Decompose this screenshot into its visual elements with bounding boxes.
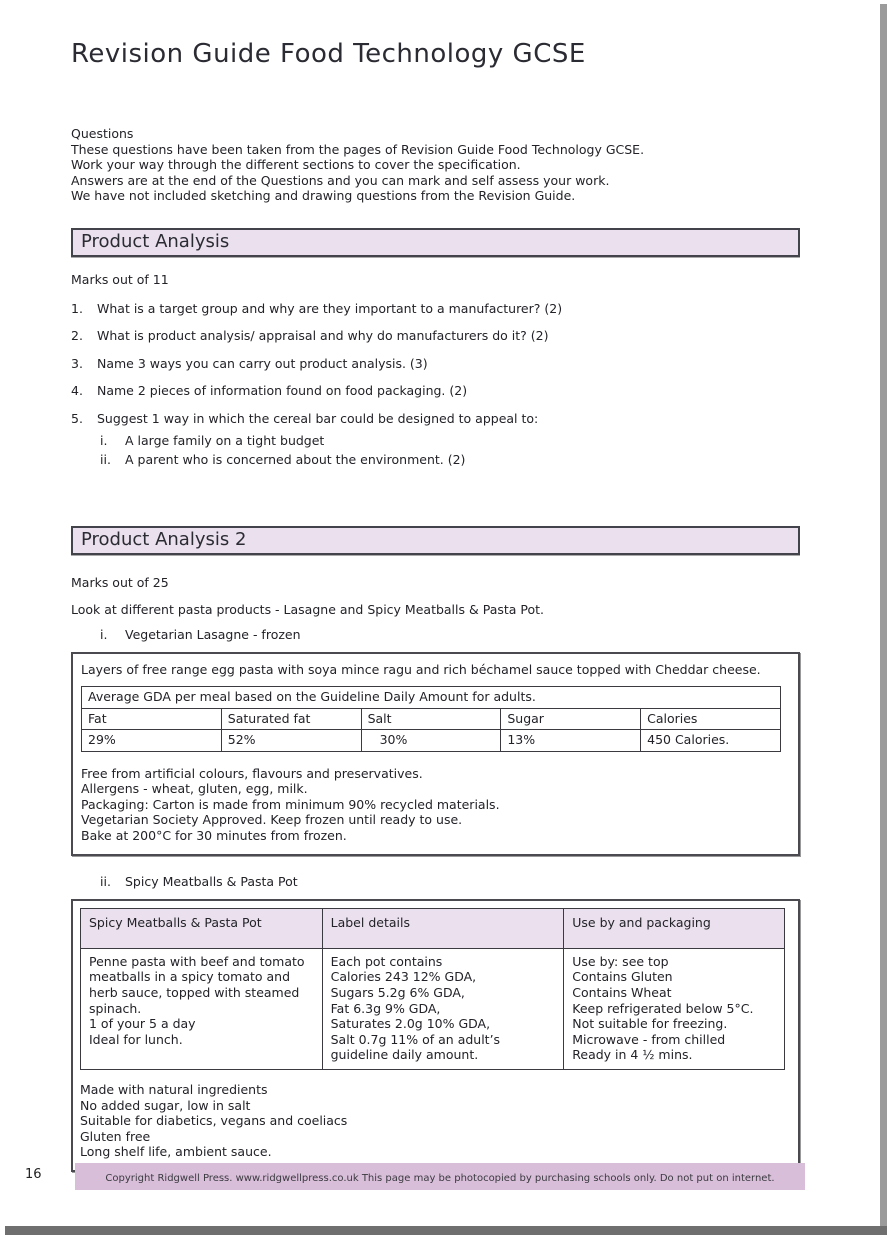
- item-number: ii.: [100, 873, 111, 889]
- question-text: What is a target group and why are they important to a manufacturer? (2): [97, 300, 563, 316]
- cell-line: Fat 6.3g 9% GDA,: [330, 1000, 441, 1016]
- gda-value-salt: 30%: [361, 730, 501, 752]
- meatballs-body-row: [81, 948, 785, 1069]
- cell-line: Calories 243 12% GDA,: [330, 969, 477, 985]
- cell-line: Keep refrigerated below 5°C.: [572, 1000, 754, 1016]
- note-line: Long shelf life, ambient sauce.: [80, 1144, 272, 1160]
- note-line: Free from artificial colours, flavours and preservatives.: [81, 765, 423, 781]
- section-intro-line: Look at different pasta products - Lasagne and Spicy Meatballs & Pasta Pot.: [71, 602, 545, 618]
- meatballs-header-product: Spicy Meatballs & Pasta Pot: [81, 909, 323, 949]
- cell-line: Microwave - from chilled: [572, 1031, 726, 1047]
- gda-caption-row: [82, 687, 781, 709]
- product-item-label: [100, 874, 800, 890]
- intro-line: Work your way through the different sections to cover the specification.: [71, 157, 521, 173]
- question-item: [71, 383, 800, 399]
- meatballs-notes: [80, 1082, 789, 1160]
- meatballs-label-details-cell: [322, 948, 564, 1069]
- intro-block: [71, 126, 800, 204]
- sub-question-text: A parent who is concerned about the environment. (2): [125, 452, 466, 468]
- copyright-bar: [75, 1163, 805, 1190]
- marks-line: Marks out of 11: [71, 271, 169, 287]
- question-item: [71, 301, 800, 317]
- gda-table: [81, 686, 781, 752]
- cell-line: Contains Gluten: [572, 969, 673, 985]
- intro-line: Answers are at the end of the Questions and you can mark and self assess your work.: [71, 172, 610, 188]
- gda-header-row: [82, 708, 781, 730]
- question-text: What is product analysis/ appraisal and why do manufacturers do it? (2): [97, 328, 549, 344]
- note-line: Gluten free: [80, 1128, 151, 1144]
- note-line: No added sugar, low in salt: [80, 1097, 251, 1113]
- item-text: Vegetarian Lasagne - frozen: [125, 626, 301, 642]
- gda-value-saturated-fat: 52%: [221, 730, 361, 752]
- note-line: Packaging: Carton is made from minimum 90% recycled materials.: [81, 796, 500, 812]
- marks-line: Marks out of 25: [71, 574, 169, 590]
- page-number: 16: [25, 1167, 42, 1182]
- question-number: 5.: [71, 410, 83, 426]
- intro-line: These questions have been taken from the pages of Revision Guide Food Technology GCSE.: [71, 141, 645, 157]
- note-line: Bake at 200°C for 30 minutes from frozen.: [81, 827, 347, 843]
- question-text: Name 3 ways you can carry out product analysis. (3): [97, 355, 428, 371]
- gda-caption: Average GDA per meal based on the Guideline Daily Amount for adults.: [82, 687, 781, 709]
- question-text: Name 2 pieces of information found on food packaging. (2): [97, 383, 468, 399]
- question-number: 2.: [71, 328, 83, 344]
- section-header-product-analysis: [71, 228, 800, 257]
- page-edge-shadow-right: [880, 4, 887, 1235]
- gda-value-sugar: 13%: [501, 730, 641, 752]
- note-line: Vegetarian Society Approved. Keep frozen until ready to use.: [81, 812, 463, 828]
- gda-header-calories: Calories: [641, 708, 781, 730]
- cell-line: Salt 0.7g 11% of an adult’s guideline daily amount.: [330, 1031, 501, 1063]
- sub-question-text: A large family on a tight budget: [125, 432, 325, 448]
- meatballs-use-by-cell: [564, 948, 785, 1069]
- copyright-text: Copyright Ridgwell Press. www.ridgwellpress.co.uk This page may be photocopied by purchasing schools only. Do not put on internet.: [105, 1173, 775, 1184]
- gda-value-fat: 29%: [82, 730, 222, 752]
- lasagne-info-box: [71, 652, 800, 856]
- lasagne-notes: [81, 766, 788, 844]
- sub-question-number: ii.: [100, 452, 111, 468]
- gda-header-sugar: Sugar: [501, 708, 641, 730]
- gda-value-row: [82, 730, 781, 752]
- question-list: [71, 301, 800, 468]
- question-number: 1.: [71, 300, 83, 316]
- section-title: Product Analysis 2: [81, 528, 247, 550]
- page-footer: [0, 1163, 887, 1191]
- sub-question-item: [100, 433, 800, 449]
- meatballs-header-use-by: Use by and packaging: [564, 909, 785, 949]
- cell-line: Ideal for lunch.: [89, 1031, 183, 1047]
- question-text: Suggest 1 way in which the cereal bar could be designed to appeal to:: [97, 410, 539, 426]
- gda-header-fat: Fat: [82, 708, 222, 730]
- section-title: Product Analysis: [81, 230, 230, 252]
- meatballs-info-box: [71, 899, 800, 1172]
- question-number: 3.: [71, 355, 83, 371]
- item-number: i.: [100, 626, 108, 642]
- gda-header-saturated-fat: Saturated fat: [221, 708, 361, 730]
- gda-header-salt: Salt: [361, 708, 501, 730]
- question-item: [71, 356, 800, 372]
- question-number: 4.: [71, 383, 83, 399]
- intro-line: We have not included sketching and drawing questions from the Revision Guide.: [71, 188, 576, 204]
- cell-line: Use by: see top: [572, 953, 669, 969]
- product-item-label: [100, 627, 800, 643]
- section-header-product-analysis-2: [71, 526, 800, 555]
- item-text: Spicy Meatballs & Pasta Pot: [125, 873, 298, 889]
- sub-question-number: i.: [100, 432, 108, 448]
- note-line: Allergens - wheat, gluten, egg, milk.: [81, 781, 308, 797]
- meatballs-table: [80, 908, 785, 1070]
- cell-line: 1 of your 5 a day: [89, 1016, 196, 1032]
- meatballs-header-label-details: Label details: [322, 909, 564, 949]
- sub-question-item: [100, 452, 800, 468]
- sub-question-list: [100, 433, 800, 468]
- question-item: [71, 328, 800, 344]
- meatballs-header-row: [81, 909, 785, 949]
- cell-line: Saturates 2.0g 10% GDA,: [330, 1016, 491, 1032]
- cell-line: Not suitable for freezing.: [572, 1016, 728, 1032]
- question-item: [71, 411, 800, 427]
- note-line: Suitable for diabetics, vegans and coeliacs: [80, 1113, 348, 1129]
- intro-heading: Questions: [71, 126, 134, 141]
- meatballs-description-cell: [81, 948, 323, 1069]
- cell-line: Ready in 4 ½ mins.: [572, 1047, 693, 1063]
- gda-value-calories: 450 Calories.: [641, 730, 781, 752]
- cell-line: Each pot contains: [330, 953, 443, 969]
- cell-line: Contains Wheat: [572, 984, 672, 1000]
- note-line: Made with natural ingredients: [80, 1081, 268, 1097]
- page-title: Revision Guide Food Technology GCSE: [71, 39, 586, 69]
- page-edge-shadow-bottom: [5, 1226, 887, 1235]
- cell-line: Penne pasta with beef and tomato meatballs in a spicy tomato and herb sauce, topped with steamed spinach.: [89, 953, 305, 1016]
- cell-line: Sugars 5.2g 6% GDA,: [330, 984, 465, 1000]
- lasagne-description: Layers of free range egg pasta with soya mince ragu and rich béchamel sauce topped with Cheddar cheese.: [81, 661, 761, 677]
